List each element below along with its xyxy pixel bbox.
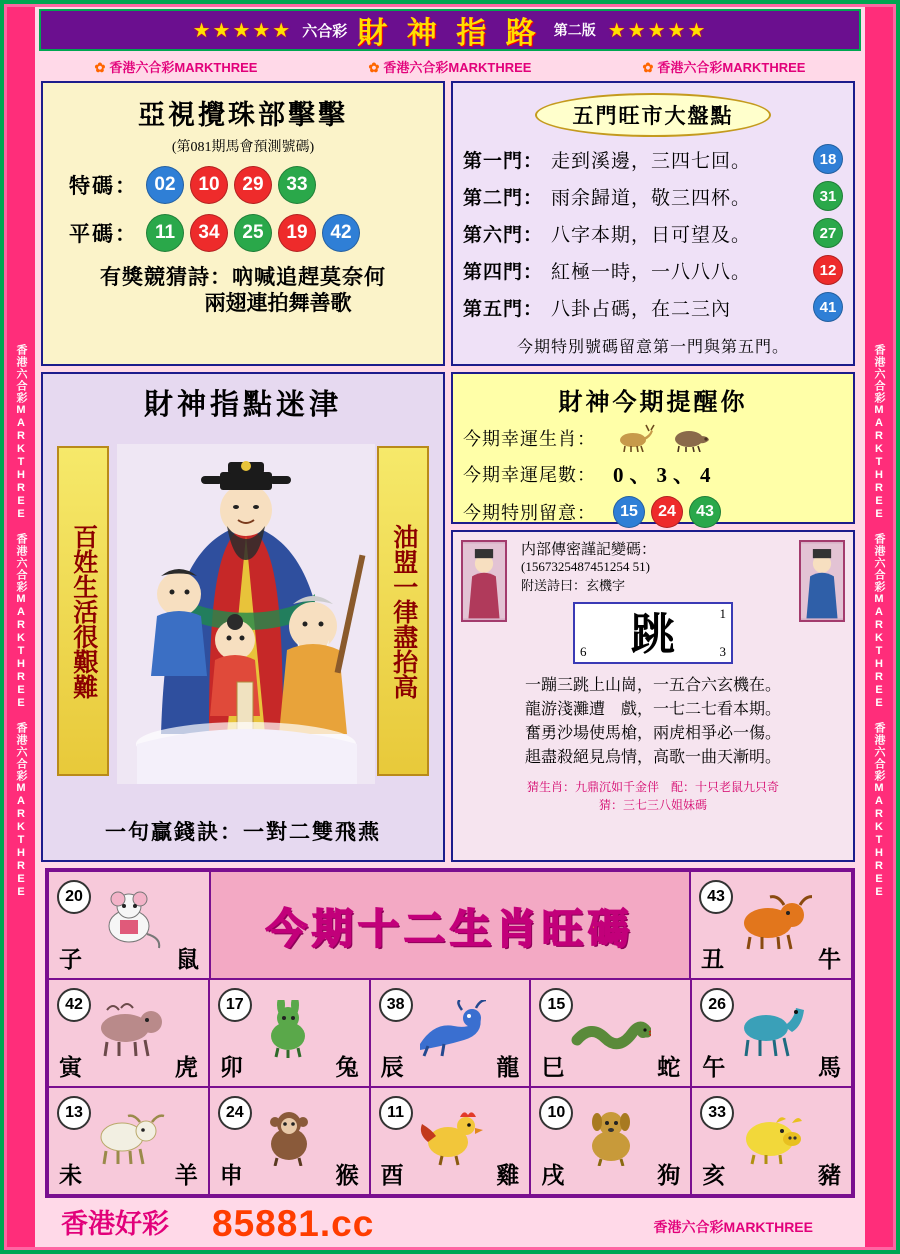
rat-icon bbox=[92, 890, 166, 952]
zodiac-animal: 羊 bbox=[174, 1163, 198, 1188]
poem-line-1: 吶喊追趕莫奈何 bbox=[232, 265, 386, 289]
dragon-icon bbox=[410, 1000, 490, 1058]
side-strip-right: 香港六合彩MARKTHREE 香港六合彩MARKTHREE 香港六合彩MARKTHREE bbox=[865, 7, 893, 1247]
zodiac-cell-rabbit bbox=[209, 979, 370, 1087]
secret-head: 内部傳密謹記變碼： bbox=[521, 542, 657, 558]
five-gates-panel bbox=[451, 81, 855, 366]
zodiac-branch: 辰 bbox=[380, 1055, 404, 1080]
normal-number-row bbox=[51, 214, 435, 252]
masthead-subtitle: 六合彩 bbox=[302, 23, 348, 40]
secret-red-line: 猜生肖：九鼎沉如千金伴 配：十只老鼠九只奇 bbox=[526, 780, 779, 794]
lucky-tail-row bbox=[463, 459, 843, 489]
left-column bbox=[41, 81, 445, 862]
zodiac-cell-horse bbox=[691, 979, 852, 1087]
gate-ball: 27 bbox=[813, 218, 843, 248]
gates-note: 今期特別號碼留意第一門與第五門。 bbox=[516, 339, 789, 356]
zodiac-number: 43 bbox=[699, 880, 733, 914]
deity-panel bbox=[41, 372, 445, 862]
corner-digit-tr: 1 bbox=[719, 606, 726, 621]
attention-ball: 15 bbox=[613, 496, 645, 528]
deity-footer: 一句贏錢訣：一對二雙飛燕 bbox=[105, 820, 381, 844]
special-ball: 33 bbox=[278, 166, 316, 204]
corner-digit-br: 3 bbox=[719, 644, 726, 659]
gate-text: 雨余歸道，敬三四杯。 bbox=[551, 187, 752, 209]
zodiac-branch: 子 bbox=[59, 947, 82, 972]
special-attention-label: 今期特別留意： bbox=[463, 503, 596, 523]
page-title: 財 神 指 路 bbox=[357, 17, 542, 50]
marquee-text: 香港六合彩MARKTHREE bbox=[109, 59, 258, 75]
zodiac-number: 13 bbox=[57, 1096, 91, 1130]
secret-poem bbox=[461, 674, 845, 770]
zodiac-cell-snake bbox=[530, 979, 691, 1087]
side-strip-left: 香港六合彩MARKTHREE 香港六合彩MARKTHREE 香港六合彩MARKTHREE bbox=[7, 7, 35, 1247]
door-god-left-icon bbox=[461, 540, 507, 622]
attention-ball: 24 bbox=[651, 496, 683, 528]
normal-ball: 25 bbox=[234, 214, 272, 252]
gate-text: 紅極一時，一八八八。 bbox=[551, 261, 752, 283]
zodiac-animal: 虎 bbox=[174, 1055, 198, 1080]
special-label: 特碼： bbox=[69, 174, 138, 198]
gate-name: 第四門： bbox=[463, 261, 544, 283]
special-ball: 02 bbox=[146, 166, 184, 204]
rabbit-icon bbox=[254, 1000, 324, 1058]
snake-icon bbox=[571, 1004, 651, 1054]
lucky-zodiac-label: 今期幸運生肖： bbox=[463, 429, 596, 449]
normal-ball: 42 bbox=[322, 214, 360, 252]
left-scroll-text: 百姓生活很艱難 bbox=[57, 446, 109, 776]
zodiac-animal: 猴 bbox=[335, 1163, 359, 1188]
monkey-icon bbox=[253, 1108, 325, 1166]
stars-left-icon: ★★★★★ bbox=[192, 19, 293, 42]
dog-icon bbox=[575, 1108, 647, 1166]
normal-label: 平碼： bbox=[69, 222, 138, 246]
gate-row bbox=[463, 292, 843, 322]
secret-red-notes bbox=[461, 778, 845, 814]
zodiac-number: 24 bbox=[218, 1096, 252, 1130]
attention-ball: 43 bbox=[689, 496, 721, 528]
flower-icon: ✿ bbox=[94, 59, 106, 75]
zodiac-number: 38 bbox=[379, 988, 413, 1022]
top-row bbox=[41, 81, 859, 862]
secret-poem-label: 附送詩曰：玄機字 bbox=[521, 578, 626, 593]
reminder-panel bbox=[451, 372, 855, 524]
five-gates-title: 五門旺市大盤點 bbox=[535, 93, 771, 137]
magic-character-box bbox=[573, 602, 733, 664]
zodiac-branch: 未 bbox=[59, 1163, 82, 1188]
zodiac-cell-rooster bbox=[370, 1087, 531, 1195]
zodiac-banner-text: 今期十二生肖旺碼 bbox=[266, 905, 634, 952]
normal-ball: 34 bbox=[190, 214, 228, 252]
zodiac-branch: 寅 bbox=[59, 1055, 82, 1080]
zodiac-animal: 蛇 bbox=[657, 1055, 681, 1080]
zodiac-branch: 申 bbox=[219, 1163, 243, 1188]
gate-name: 第五門： bbox=[463, 298, 544, 320]
zodiac-animal: 鼠 bbox=[176, 947, 199, 972]
right-column bbox=[451, 81, 855, 862]
secret-poem-line: 趄盡殺絕見烏情，高歌一曲天漸明。 bbox=[524, 749, 781, 766]
zodiac-number: 17 bbox=[218, 988, 252, 1022]
zodiac-branch: 午 bbox=[702, 1055, 726, 1080]
stars-right-icon: ★★★★★ bbox=[607, 19, 708, 42]
zodiac-animal: 兔 bbox=[335, 1055, 359, 1080]
deity-title: 財神指點迷津 bbox=[143, 389, 342, 421]
normal-ball: 19 bbox=[278, 214, 316, 252]
zodiac-branch: 戌 bbox=[541, 1163, 565, 1188]
zodiac-banner bbox=[210, 871, 690, 979]
gate-row bbox=[463, 218, 843, 248]
gate-text: 八字本期，日可望及。 bbox=[551, 224, 752, 246]
marquee-text: 香港六合彩MARKTHREE bbox=[383, 59, 532, 75]
gate-ball: 31 bbox=[813, 181, 843, 211]
special-number-row bbox=[51, 166, 435, 204]
marquee-text: 香港六合彩MARKTHREE bbox=[657, 59, 806, 75]
zodiac-branch: 亥 bbox=[702, 1163, 726, 1188]
right-scroll-text: 油盟一律盡抬高 bbox=[377, 446, 429, 776]
zodiac-row-2 bbox=[48, 979, 852, 1087]
gate-ball: 18 bbox=[813, 144, 843, 174]
zodiac-number: 10 bbox=[539, 1096, 573, 1130]
prediction-title: 亞視攪珠部擊擊 bbox=[138, 100, 348, 130]
zodiac-number: 20 bbox=[57, 880, 91, 914]
magic-character: 跳 bbox=[631, 610, 675, 659]
ox-icon bbox=[730, 891, 812, 951]
zodiac-number: 26 bbox=[700, 988, 734, 1022]
zodiac-animal: 馬 bbox=[817, 1055, 841, 1080]
zodiac-number: 11 bbox=[379, 1096, 413, 1130]
marquee-item bbox=[643, 57, 806, 76]
door-god-right-icon bbox=[799, 540, 845, 622]
zodiac-animal: 龍 bbox=[496, 1055, 520, 1080]
zodiac-row-3 bbox=[48, 1087, 852, 1195]
zodiac-grid bbox=[45, 868, 855, 1198]
god-of-wealth-illustration bbox=[117, 444, 375, 784]
zodiac-cell-ox bbox=[690, 871, 852, 979]
rooster-icon bbox=[414, 1108, 486, 1166]
pig-icon bbox=[734, 1109, 810, 1165]
normal-ball: 11 bbox=[146, 214, 184, 252]
bottom-bar bbox=[37, 1201, 863, 1247]
prediction-panel bbox=[41, 81, 445, 366]
gate-text: 八卦占碼，在二三內 bbox=[551, 298, 732, 320]
zodiac-cell-dog bbox=[530, 1087, 691, 1195]
special-ball: 29 bbox=[234, 166, 272, 204]
zodiac-animal: 狗 bbox=[657, 1163, 681, 1188]
zodiac-number: 15 bbox=[539, 988, 573, 1022]
marquee-item bbox=[95, 57, 258, 76]
boar-icon bbox=[669, 424, 711, 452]
gate-name: 第一門： bbox=[463, 150, 544, 172]
masthead bbox=[39, 9, 861, 51]
marquee-bar bbox=[39, 53, 861, 79]
zodiac-animal: 牛 bbox=[818, 947, 841, 972]
zodiac-animal: 雞 bbox=[496, 1163, 520, 1188]
zodiac-branch: 卯 bbox=[219, 1055, 243, 1080]
special-ball: 10 bbox=[190, 166, 228, 204]
content-area bbox=[41, 81, 859, 1198]
gate-name: 第六門： bbox=[463, 224, 544, 246]
flower-icon: ✿ bbox=[368, 59, 380, 75]
secret-code: (1567325487451254 51) bbox=[521, 559, 650, 574]
lucky-zodiac-row bbox=[463, 424, 843, 452]
zodiac-cell-monkey bbox=[209, 1087, 370, 1195]
poem-label: 有獎競猜詩： bbox=[100, 265, 232, 289]
gate-ball: 12 bbox=[813, 255, 843, 285]
horse-icon bbox=[732, 1000, 812, 1058]
prediction-subtitle: (第081期馬會預測號碼) bbox=[171, 140, 315, 155]
goat-icon bbox=[90, 1109, 166, 1165]
bottom-marquee: 香港六合彩MARKTHREE bbox=[653, 1219, 813, 1235]
masthead-edition: 第二版 bbox=[553, 24, 596, 39]
gate-row bbox=[463, 181, 843, 211]
zodiac-branch: 丑 bbox=[701, 947, 724, 972]
secret-poem-line: 龍游淺灘遭 戲，一七二七看本期。 bbox=[524, 701, 781, 718]
reminder-title: 財神今期提醒你 bbox=[558, 390, 748, 416]
zodiac-branch: 巳 bbox=[541, 1055, 565, 1080]
zodiac-cell-goat bbox=[48, 1087, 209, 1195]
gate-name: 第二門： bbox=[463, 187, 544, 209]
gate-row bbox=[463, 255, 843, 285]
poem-line-2: 兩翅連拍舞善歌 bbox=[204, 291, 352, 316]
site-name: 香港好彩 bbox=[61, 1209, 169, 1239]
zodiac-cell-pig bbox=[691, 1087, 852, 1195]
secret-red-line: 猜：三七三八姐妹碼 bbox=[598, 798, 707, 812]
gate-ball: 41 bbox=[813, 292, 843, 322]
gate-row bbox=[463, 144, 843, 174]
zodiac-number: 33 bbox=[700, 1096, 734, 1130]
zodiac-cell-dragon bbox=[370, 979, 531, 1087]
zodiac-number: 42 bbox=[57, 988, 91, 1022]
secret-code-panel bbox=[451, 530, 855, 862]
marquee-item bbox=[369, 57, 532, 76]
lucky-tail-value: 0、3、4 bbox=[613, 463, 717, 487]
zodiac-animal: 豬 bbox=[817, 1163, 841, 1188]
zodiac-row-1 bbox=[48, 871, 852, 979]
zodiac-cell-tiger bbox=[48, 979, 209, 1087]
page-inner bbox=[37, 7, 863, 1247]
corner-digit-bl: 6 bbox=[580, 644, 587, 659]
deer-icon bbox=[613, 424, 655, 452]
secret-poem-line: 奮勇沙場使馬槍，兩虎相爭必一傷。 bbox=[524, 725, 781, 742]
flower-icon: ✿ bbox=[642, 59, 654, 75]
site-url: 85881.cc bbox=[212, 1203, 375, 1244]
gate-text: 走到溪邊，三四七回。 bbox=[551, 150, 752, 172]
secret-poem-line: 一蹦三跳上山崗，一五合六玄機在。 bbox=[524, 677, 781, 694]
prediction-poem bbox=[51, 264, 435, 317]
tiger-icon bbox=[87, 1000, 169, 1058]
special-attention-row bbox=[463, 496, 843, 528]
zodiac-branch: 酉 bbox=[380, 1163, 404, 1188]
lucky-tail-label: 今期幸運尾數： bbox=[463, 465, 596, 485]
zodiac-cell-rat bbox=[48, 871, 210, 979]
